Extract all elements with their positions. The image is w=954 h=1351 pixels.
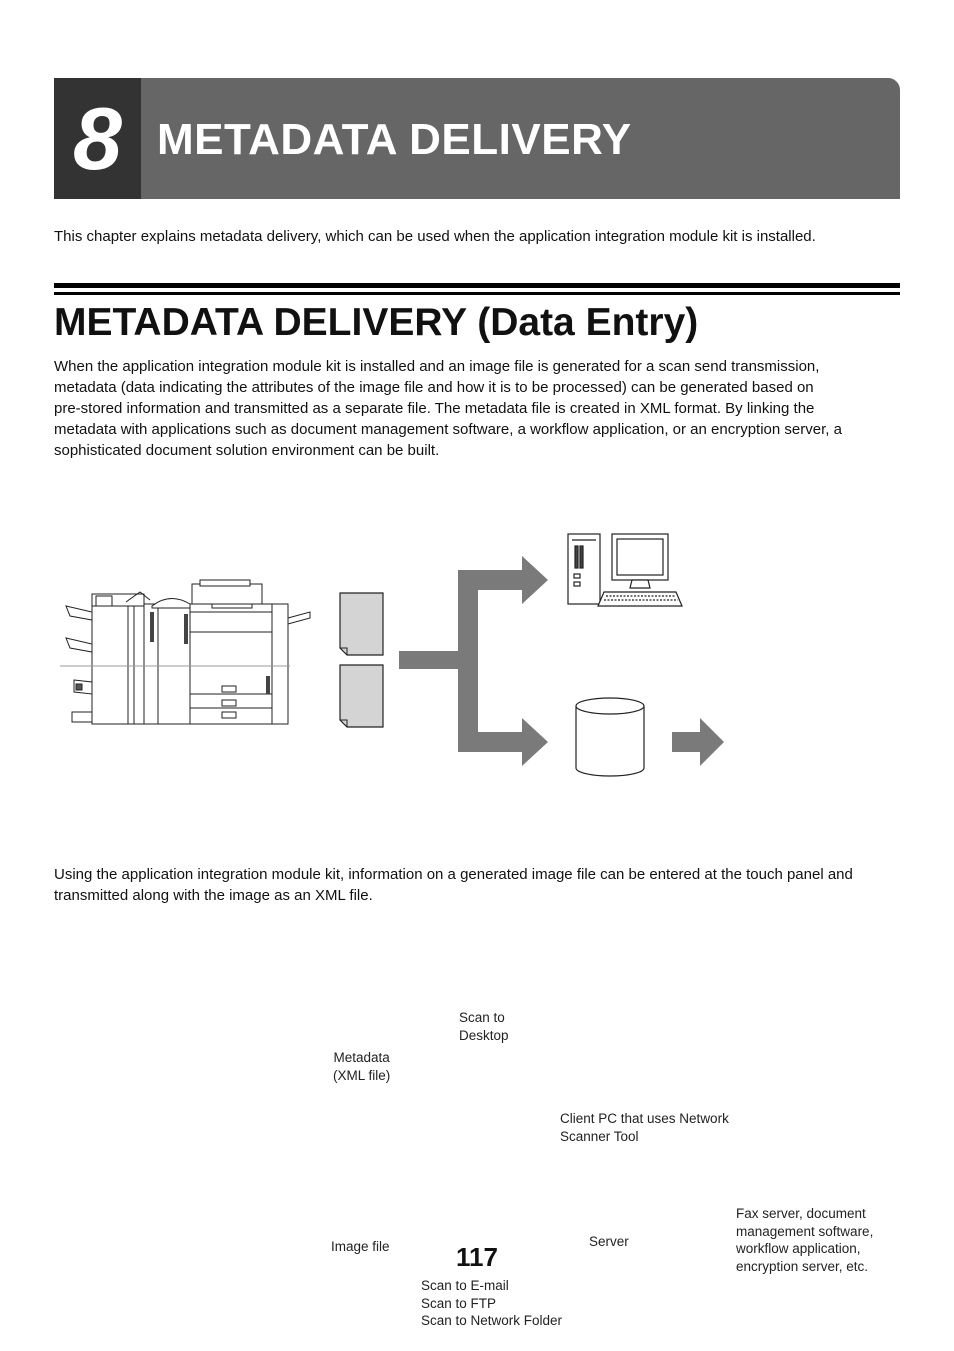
section-paragraph-1: [54, 356, 904, 461]
label-line: Scan to FTP: [421, 1295, 497, 1311]
paragraph-line: Using the application integration module kit, information on a generated image file can be entered at the touch panel and: [54, 866, 853, 883]
label-line: Scan to: [459, 1010, 505, 1025]
label-line: (XML file): [333, 1067, 391, 1083]
file-icon: [340, 665, 383, 727]
page-number: 117: [456, 1242, 498, 1272]
chapter-intro: This chapter explains metadata delivery, which can be used when the application integration module kit is installed.: [54, 228, 816, 245]
chapter-title: METADATA DELIVERY: [157, 115, 632, 164]
label-line: workflow application,: [736, 1241, 861, 1256]
scan-to-desktop-label: [459, 1009, 509, 1044]
metadata-label: [333, 1049, 390, 1084]
label-line: Scanner Tool: [560, 1128, 639, 1144]
image-file-label: Image file: [331, 1239, 390, 1254]
section-rule-thick: [54, 283, 900, 288]
section-paragraph-2: [54, 864, 904, 906]
label-line: encryption server, etc.: [736, 1258, 869, 1274]
scan-methods-label: [421, 1277, 562, 1330]
server-label: Server: [589, 1234, 629, 1249]
paragraph-line: metadata (data indicating the attributes of the image file and how it is to be processed) can be generated based on: [54, 379, 814, 396]
file-icon: [340, 593, 383, 655]
multifunction-printer-icon: [60, 580, 310, 724]
label-line: Scan to E-mail: [421, 1278, 509, 1293]
diagram-graphics: [0, 500, 954, 840]
arrow-right-icon: [672, 718, 724, 766]
label-line: Scan to Network Folder: [421, 1313, 563, 1328]
server-cylinder-icon: [576, 698, 644, 776]
paragraph-line: When the application integration module kit is installed and an image file is generated for a scan send transmission,: [54, 358, 820, 375]
label-line: Client PC that uses Network: [560, 1111, 729, 1126]
chapter-number: 8: [54, 78, 141, 199]
label-line: Metadata: [333, 1050, 390, 1065]
paragraph-line: pre-stored information and transmitted as a separate file. The metadata file is created in XML format. By linking the: [54, 400, 815, 417]
section-rule-thin: [54, 292, 900, 295]
arrow-right-icon: [399, 556, 548, 766]
chapter-banner: [54, 78, 900, 199]
paragraph-line: sophisticated document solution environment can be built.: [54, 442, 440, 459]
section-title: METADATA DELIVERY (Data Entry): [54, 301, 699, 344]
desktop-pc-icon: [568, 534, 682, 606]
client-pc-label: [560, 1110, 729, 1145]
paragraph-line: transmitted along with the image as an XML file.: [54, 887, 373, 904]
label-line: Desktop: [459, 1027, 509, 1043]
paragraph-line: metadata with applications such as document management software, a workflow application, or an encryption server, a: [54, 421, 842, 438]
label-line: management software,: [736, 1223, 874, 1239]
label-line: Fax server, document: [736, 1206, 866, 1221]
